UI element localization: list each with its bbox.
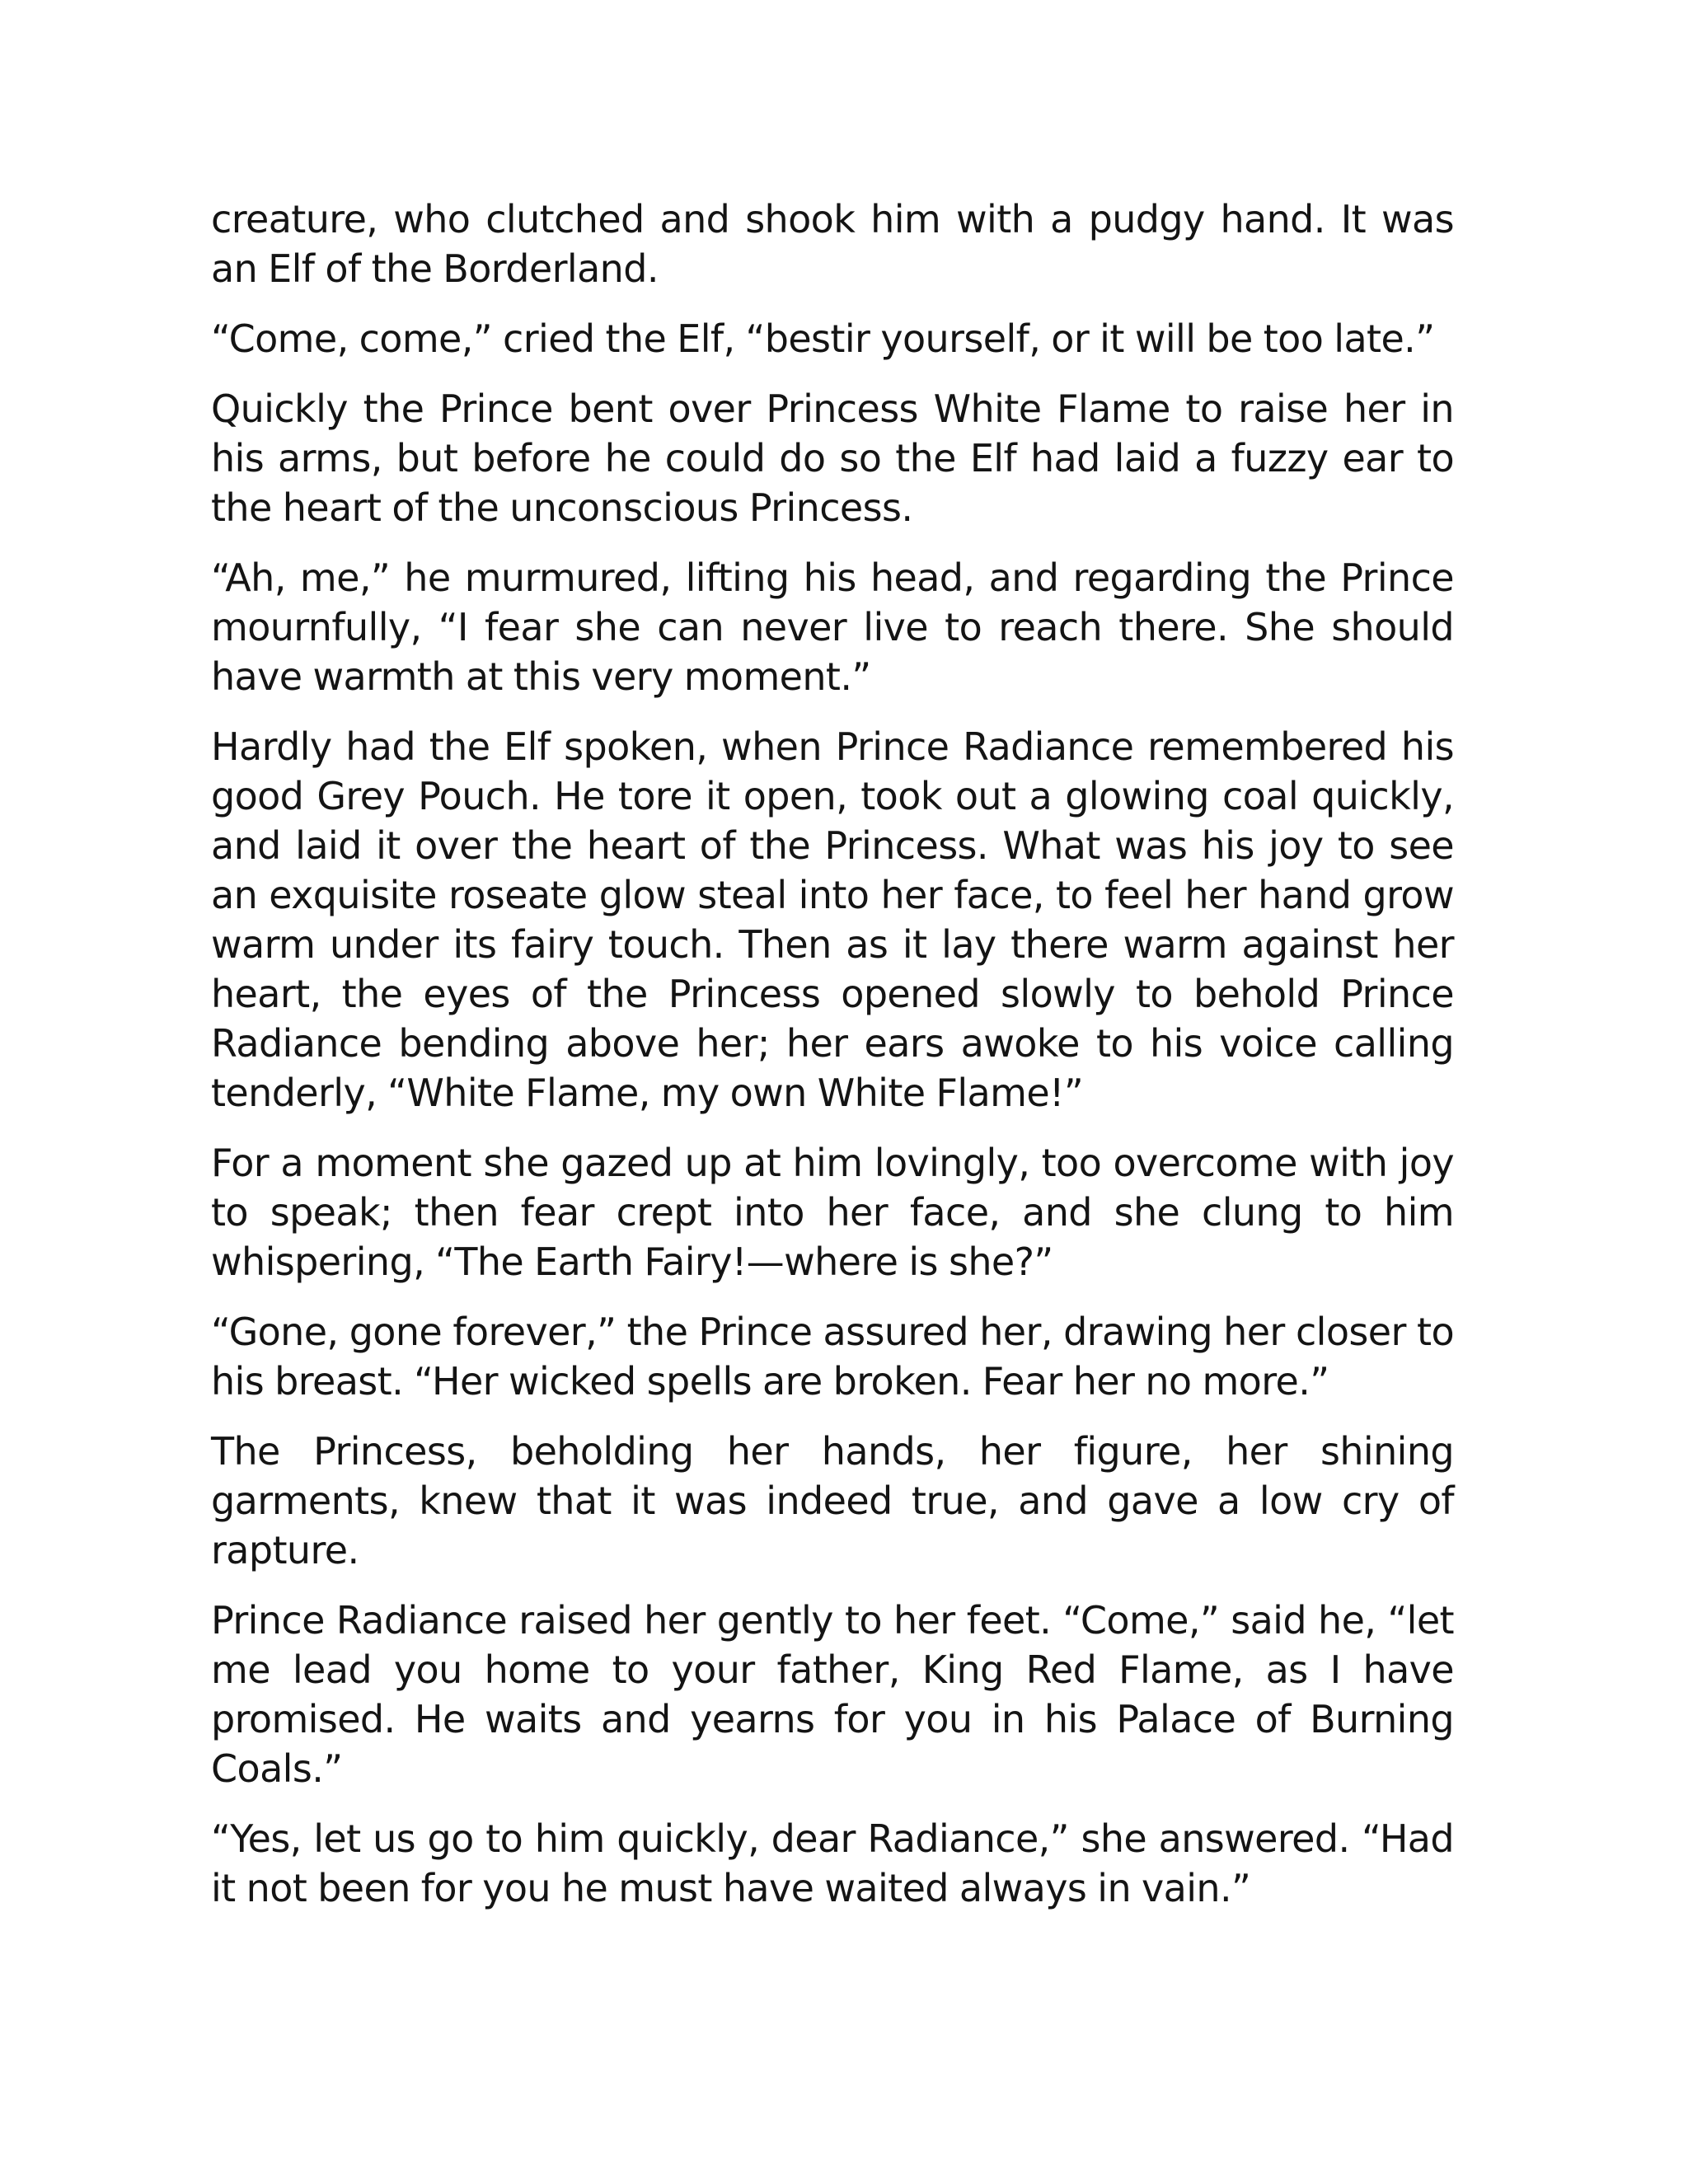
paragraph-grey-pouch: Hardly had the Elf spoken, when Prince Radiance remembered his good Grey Pouch. He tore it open, took out a glowing coal quickly, and laid it over the heart of the Princess. What was his joy to see an exquisite roseate glow steal into her face, to feel her hand grow warm under its fairy touch. Then as it lay there warm against her heart, the eyes of the Princess opened slowly to behold Prince Radiance bending above her; her ears awoke to his voice calling tenderly, “White Flame, my own White Flame!”	[211, 724, 1454, 1115]
paragraph-prince-bends: Quickly the Prince bent over Princess White Flame to raise her in his arms, but before he could do so the Elf had laid a fuzzy ear to the heart of the unconscious Princess.	[211, 387, 1454, 530]
paragraph-elf-fears: “Ah, me,” he murmured, lifting his head, and regarding the Prince mournfully, “I fear she can never live to reach there. She should have warmth at this very moment.”	[211, 555, 1454, 699]
paragraph-princess-rapture: The Princess, beholding her hands, her figure, her shining garments, knew that it was indeed true, and gave a low cry of rapture.	[211, 1429, 1454, 1572]
paragraph-elf-introduction: creature, who clutched and shook him with a pudgy hand. It was an Elf of the Borderland.	[211, 197, 1454, 291]
story-text	[211, 194, 1454, 1933]
paragraph-princess-awakes: For a moment she gazed up at him lovingly, too overcome with joy to speak; then fear crept into her face, and she clung to him whispering, “The Earth Fairy!—where is she?”	[211, 1141, 1454, 1284]
paragraph-fairy-gone: “Gone, gone forever,” the Prince assured her, drawing her closer to his breast. “Her wicked spells are broken. Fear her no more.”	[211, 1310, 1454, 1404]
paragraph-elf-urges: “Come, come,” cried the Elf, “bestir yourself, or it will be too late.”	[211, 316, 1435, 361]
paragraph-lead-home: Prince Radiance raised her gently to her feet. “Come,” said he, “let me lead you home to your father, King Red Flame, as I have promised. He waits and yearns for you in his Palace of Burning Coals.”	[211, 1598, 1454, 1791]
paragraph-go-quickly: “Yes, let us go to him quickly, dear Radiance,” she answered. “Had it not been for you he must have waited always in vain.”	[211, 1816, 1454, 1910]
